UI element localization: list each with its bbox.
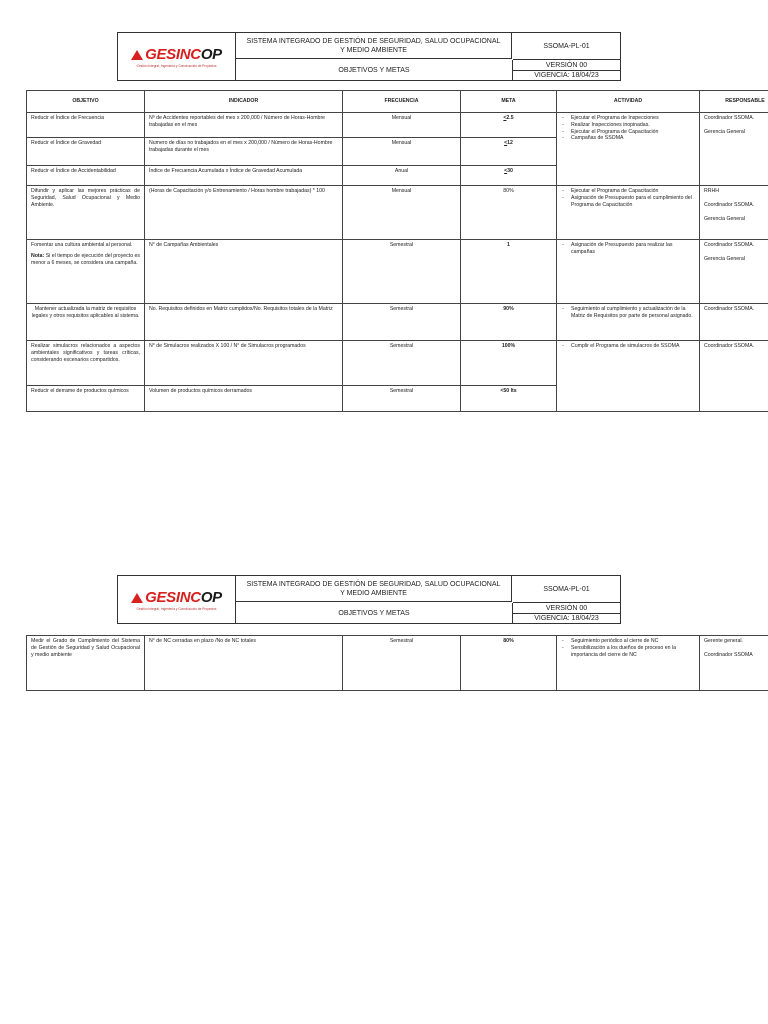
objetivo-cell: Reducir el Índice de Gravedad — [27, 138, 145, 166]
logo-triangle-icon — [131, 48, 143, 60]
objetivo-cell: Realizar simulacros relacionados a aspectos ambientales significativos y tareas críticas, considerando escenarios compartidos. — [27, 341, 145, 386]
indicador-cell: No. Requisitos definidos en Matriz cumplidos/No. Requisitos totales de la Matriz — [145, 304, 343, 341]
meta-cell: <50 lts — [461, 386, 557, 412]
actividad-cell — [557, 113, 700, 186]
responsable-cell: Coordinador SSOMA. — [700, 341, 768, 412]
document-header — [117, 32, 621, 81]
document-code: SSOMA-PL-01 — [513, 33, 620, 60]
document-subtitle: OBJETIVOS Y METAS — [236, 60, 513, 80]
indicador-cell: (Horas de Capacitación y/o Entrenamiento / Horas hombre trabajadas) * 100 — [145, 186, 343, 240]
list-item: - Ejecutar el Programa de Inspecciones — [561, 115, 695, 122]
table-row — [27, 186, 768, 240]
responsable-cell: Coordinador SSOMA. Gerencia General — [700, 240, 768, 304]
responsable-cell: RRHH Coordinador SSOMA. Gerencia General — [700, 186, 768, 240]
document-subtitle: OBJETIVOS Y METAS — [236, 603, 513, 623]
responsable-cell: Coordinador SSOMA. — [700, 304, 768, 341]
document-vigencia: VIGENCIA: 18/04/23 — [534, 71, 599, 79]
list-item: - Realizar Inspecciones inopinadas. — [561, 122, 695, 129]
table-row — [27, 113, 768, 138]
objectives-table-continued — [26, 635, 768, 691]
indicador-cell: N° de Simulacros realizados X 100 / N° de Simulacros programados — [145, 341, 343, 386]
objetivo-cell: Fomentar una cultura ambiental al personal. Nota: Si el tiempo de ejecución del proyecto es menor a 6 meses, se considera una campaña. — [27, 240, 145, 304]
list-item: - Seguimiento periódico al cierre de NC — [561, 638, 695, 645]
document-code: SSOMA-PL-01 — [513, 576, 620, 603]
frecuencia-cell: Mensual — [343, 138, 461, 166]
col-actividad: ACTIVIDAD — [557, 91, 700, 113]
meta-cell: <30 — [461, 166, 557, 186]
indicador-cell: Índice de Frecuencia Acumulada x Índice de Gravedad Acumulada — [145, 166, 343, 186]
actividad-cell — [557, 240, 700, 304]
document-title: SISTEMA INTEGRADO DE GESTIÓN DE SEGURIDAD, SALUD OCUPACIONAL Y MEDIO AMBIENTE — [236, 576, 512, 602]
col-frecuencia: FRECUENCIA — [343, 91, 461, 113]
table-row — [27, 636, 768, 691]
table-row — [27, 240, 768, 304]
logo-tagline: Gestión Integral, Ingeniería y Construcción de Proyectos — [136, 606, 217, 611]
logo-triangle-icon — [131, 591, 143, 603]
logo-tagline: Gestión Integral, Ingeniería y Construcción de Proyectos — [136, 63, 217, 68]
list-item: - Cumplir el Programa de simulacros de SSOMA — [561, 343, 695, 350]
document-version: VERSIÓN 00 — [513, 603, 620, 614]
objectives-table — [26, 90, 768, 412]
document-title: SISTEMA INTEGRADO DE GESTIÓN DE SEGURIDAD, SALUD OCUPACIONAL Y MEDIO AMBIENTE — [236, 33, 512, 59]
list-item: - Seguimiento al cumplimiento y actualización de la Matriz de Requisitos por parte de personal asignado. — [561, 306, 695, 320]
list-item: - Asignación de Presupuesto para el cumplimiento del Programa de Capacitación — [561, 195, 695, 209]
company-logo: GESINC OP Gestión Integral, Ingeniería y Construcción de Proyectos — [118, 576, 236, 623]
list-item: - Ejecutar el Programa de Capacitación — [561, 129, 695, 136]
meta-cell: 90% — [461, 304, 557, 341]
document-header — [117, 575, 621, 624]
col-responsable: RESPONSABLE — [700, 91, 768, 113]
col-objetivo: OBJETIVO — [27, 91, 145, 113]
meta-cell: 1 — [461, 240, 557, 304]
col-meta: META — [461, 91, 557, 113]
company-logo: GESINC OP Gestión Integral, Ingeniería y Construcción de Proyectos — [118, 33, 236, 80]
indicador-cell: N° de NC cerradas en plazo /No de NC totales — [145, 636, 343, 691]
meta-cell: 100% — [461, 341, 557, 386]
objetivo-cell: Mantener actualizada la matriz de requisitos legales y otros requisitos aplicables al sistema. — [27, 304, 145, 341]
table-row — [27, 304, 768, 341]
objetivo-cell: Reducir el Índice de Accidentabilidad — [27, 166, 145, 186]
document-version: VERSIÓN 00 — [513, 60, 620, 71]
indicador-cell: Numero de días no trabajados en el mes x 200,000 / Número de Horas-Hombre trabajadas durante el mes — [145, 138, 343, 166]
objetivo-cell: Medir el Grado de Cumplimiento del Sistema de Gestión de Seguridad y Salud Ocupacional y medio ambiente — [27, 636, 145, 691]
document-vigencia: VIGENCIA: 18/04/23 — [534, 614, 599, 622]
meta-cell: <12 — [461, 138, 557, 166]
meta-cell: <2.5 — [461, 113, 557, 138]
frecuencia-cell: Mensual — [343, 113, 461, 138]
list-item: - Asignación de Presupuesto para realizar las campañas — [561, 242, 695, 256]
objetivo-cell: Reducir el derrame de productos químicos — [27, 386, 145, 412]
frecuencia-cell: Semestral — [343, 304, 461, 341]
meta-cell: 80% — [461, 186, 557, 240]
actividad-cell — [557, 341, 700, 412]
indicador-cell: Volumen de productos químicos derramados — [145, 386, 343, 412]
meta-cell: 80% — [461, 636, 557, 691]
frecuencia-cell: Semestral — [343, 341, 461, 386]
list-item: - Sensibilización a los dueños de proceso en la importancia del cierre de NC — [561, 645, 695, 659]
actividad-cell — [557, 186, 700, 240]
frecuencia-cell: Semestral — [343, 636, 461, 691]
indicador-cell: N° de Campañas Ambientales — [145, 240, 343, 304]
actividad-cell — [557, 636, 700, 691]
col-indicador: INDICADOR — [145, 91, 343, 113]
frecuencia-cell: Semestral — [343, 240, 461, 304]
list-item: - Campañas de SSOMA — [561, 135, 695, 142]
frecuencia-cell: Semestral — [343, 386, 461, 412]
frecuencia-cell: Anual — [343, 166, 461, 186]
table-row — [27, 341, 768, 386]
objetivo-cell: Reducir el Índice de Frecuencia — [27, 113, 145, 138]
responsable-cell: Coordinador SSOMA. Gerencia General — [700, 113, 768, 186]
frecuencia-cell: Mensual — [343, 186, 461, 240]
responsable-cell: Gerente general. Coordinador SSOMA — [700, 636, 768, 691]
table-header-row — [27, 91, 768, 113]
list-item: - Ejecutar el Programa de Capacitación — [561, 188, 695, 195]
objetivo-cell: Difundir y aplicar las mejores prácticas de Seguridad, Salud Ocupacional y Medio Ambiente. — [27, 186, 145, 240]
actividad-cell — [557, 304, 700, 341]
indicador-cell: Nº de Accidentes reportables del mes x 200,000 / Número de Horas-Hombre trabajadas en el mes — [145, 113, 343, 138]
